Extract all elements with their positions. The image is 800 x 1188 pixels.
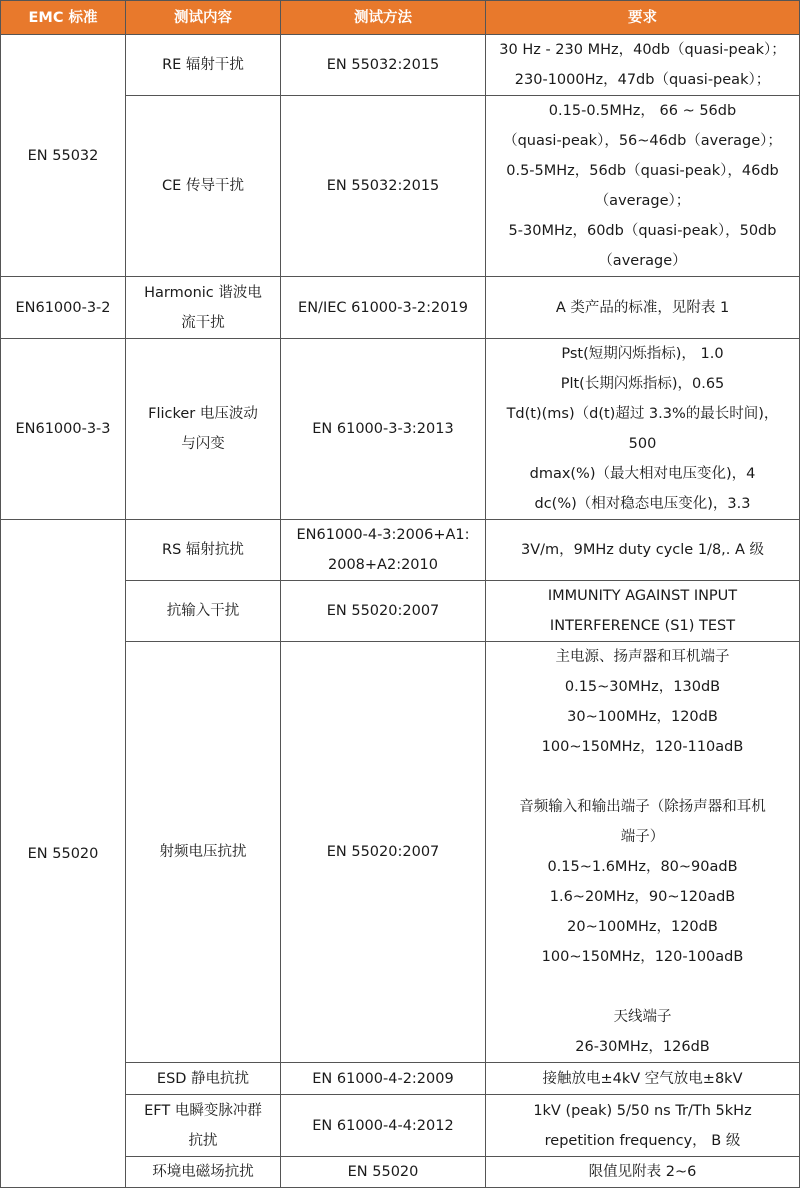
header-test-content: 测试内容 bbox=[126, 1, 281, 35]
requirement-line: 天线端子 bbox=[613, 1009, 672, 1025]
requirement-line: 230-1000Hz，47db（quasi-peak）； bbox=[514, 72, 771, 88]
table-row bbox=[1, 277, 800, 339]
requirement-cell bbox=[486, 339, 800, 520]
requirement-line: 30~100MHz，120dB bbox=[567, 709, 718, 725]
requirement-line: dc(%)（相对稳态电压变化)，3.3 bbox=[534, 496, 751, 512]
requirement-line: 0.15~1.6MHz，80~90adB bbox=[547, 859, 738, 875]
requirement-line: 100~150MHz，120-100adB bbox=[541, 949, 744, 965]
table-row bbox=[1, 520, 800, 581]
test-method-line: EN61000-4-3:2006+A1: bbox=[296, 527, 470, 543]
table-row bbox=[1, 339, 800, 520]
requirement-line: 0.15~30MHz，130dB bbox=[564, 679, 721, 695]
test-method-line: EN 61000-4-4:2012 bbox=[312, 1117, 454, 1134]
test-content-line: 流干扰 bbox=[181, 314, 225, 331]
test-method-line: EN 55032:2015 bbox=[326, 57, 440, 73]
test-content-cell bbox=[126, 1095, 281, 1157]
requirement-line: 100~150MHz，120-110adB bbox=[541, 739, 744, 755]
requirement-line: 1.6~20MHz，90~120adB bbox=[549, 889, 736, 905]
requirement-line: A 类产品的标准，见附表 1 bbox=[555, 299, 730, 316]
test-content-cell bbox=[126, 520, 281, 581]
test-method-cell bbox=[281, 642, 486, 1063]
requirement-line: INTERFERENCE (S1) TEST bbox=[549, 618, 736, 634]
test-content-line: RE 辐射干扰 bbox=[162, 57, 244, 73]
test-content-cell bbox=[126, 96, 281, 277]
requirement-line: 500 bbox=[628, 436, 657, 452]
emc-standard-cell: EN 55020 bbox=[1, 520, 126, 1188]
test-method-cell bbox=[281, 1095, 486, 1157]
emc-standard-cell: EN61000-3-3 bbox=[1, 339, 126, 520]
test-method-cell bbox=[281, 581, 486, 642]
requirement-line: repetition frequency， B 级 bbox=[544, 1132, 741, 1149]
test-content-cell bbox=[126, 642, 281, 1063]
requirement-line: 0.5-5MHz，56db（quasi-peak），46db bbox=[506, 163, 779, 179]
test-method-cell bbox=[281, 520, 486, 581]
requirement-line: IMMUNITY AGAINST INPUT bbox=[547, 588, 738, 604]
requirement-line: （quasi-peak），56~46db（average）； bbox=[503, 133, 782, 149]
requirement-line: dmax(%)（最大相对电压变化)，4 bbox=[529, 466, 756, 482]
test-method-line: EN 61000-3-3:2013 bbox=[312, 421, 454, 437]
test-content-line: ESD 静电抗扰 bbox=[156, 1070, 250, 1087]
test-content-line: 环境电磁场抗扰 bbox=[152, 1164, 254, 1180]
requirement-line: Td(t)(ms)（d(t)超过 3.3%的最长时间)， bbox=[506, 406, 779, 422]
header-row bbox=[1, 1, 800, 35]
requirement-line: 0.15-0.5MHz， 66 ~ 56db bbox=[548, 103, 737, 119]
requirement-line: 限值见附表 2~6 bbox=[588, 1164, 697, 1180]
requirement-line: 20~100MHz，120dB bbox=[567, 919, 718, 935]
test-content-cell bbox=[126, 581, 281, 642]
test-content-line: EFT 电瞬变脉冲群 bbox=[144, 1102, 262, 1119]
blank-line bbox=[490, 972, 795, 1002]
requirement-line: 1kV (peak) 5/50 ns Tr/Th 5kHz bbox=[533, 1102, 752, 1119]
test-method-cell bbox=[281, 1063, 486, 1095]
table-body bbox=[1, 35, 800, 1188]
header-test-method: 测试方法 bbox=[281, 1, 486, 35]
test-method-cell bbox=[281, 35, 486, 96]
test-content-line: 抗扰 bbox=[188, 1132, 218, 1149]
test-content-line: 与闪变 bbox=[181, 436, 225, 452]
requirement-cell bbox=[486, 642, 800, 1063]
requirement-line: 主电源、扬声器和耳机端子 bbox=[555, 649, 730, 665]
blank-line bbox=[490, 762, 795, 792]
test-content-line: CE 传导干扰 bbox=[162, 178, 244, 194]
test-content-line: 射频电压抗扰 bbox=[159, 844, 247, 860]
test-content-line: Flicker 电压波动 bbox=[148, 406, 258, 422]
test-content-cell bbox=[126, 1063, 281, 1095]
test-method-line: EN 55020:2007 bbox=[326, 844, 440, 860]
requirement-cell bbox=[486, 1063, 800, 1095]
requirement-cell bbox=[486, 581, 800, 642]
requirement-line: （average） bbox=[598, 253, 687, 269]
emc-standard-cell: EN61000-3-2 bbox=[1, 277, 126, 339]
test-content-cell bbox=[126, 277, 281, 339]
requirement-line: Plt(长期闪烁指标)，0.65 bbox=[560, 376, 725, 392]
table-row bbox=[1, 35, 800, 96]
test-content-cell bbox=[126, 35, 281, 96]
requirement-cell bbox=[486, 1095, 800, 1157]
emc-standard-cell: EN 55032 bbox=[1, 35, 126, 277]
requirement-line: 音频输入和输出端子（除扬声器和耳机 bbox=[519, 799, 766, 815]
test-method-line: EN 55020:2007 bbox=[326, 603, 440, 619]
test-method-line: EN 61000-4-2:2009 bbox=[312, 1070, 454, 1087]
requirement-line: 26-30MHz，126dB bbox=[575, 1039, 710, 1055]
requirement-line: 接触放电±4kV 空气放电±8kV bbox=[542, 1070, 743, 1087]
requirement-cell bbox=[486, 96, 800, 277]
requirement-line: 5-30MHz，60db（quasi-peak），50db bbox=[508, 223, 777, 239]
test-content-line: Harmonic 谐波电 bbox=[144, 284, 262, 301]
test-method-line: EN 55032:2015 bbox=[326, 178, 440, 194]
requirement-cell bbox=[486, 277, 800, 339]
header-requirement: 要求 bbox=[486, 1, 800, 35]
test-method-line: 2008+A2:2010 bbox=[328, 557, 438, 573]
test-content-line: 抗输入干扰 bbox=[166, 603, 240, 619]
test-method-line: EN 55020 bbox=[347, 1164, 419, 1180]
requirement-line: （average）； bbox=[594, 193, 691, 209]
header-emc-standard: EMC 标准 bbox=[1, 1, 126, 35]
test-content-line: RS 辐射抗扰 bbox=[162, 542, 244, 558]
requirement-cell bbox=[486, 35, 800, 96]
requirement-line: 端子） bbox=[620, 829, 665, 845]
test-method-cell bbox=[281, 96, 486, 277]
requirement-cell bbox=[486, 520, 800, 581]
test-method-line: EN/IEC 61000-3-2:2019 bbox=[298, 299, 468, 316]
test-method-cell bbox=[281, 339, 486, 520]
requirement-line: 3V/m，9MHz duty cycle 1/8,. A 级 bbox=[520, 542, 765, 558]
requirement-line: Pst(短期闪烁指标)， 1.0 bbox=[561, 346, 724, 362]
test-method-cell bbox=[281, 277, 486, 339]
requirement-line: 30 Hz - 230 MHz，40db（quasi-peak）； bbox=[499, 42, 786, 58]
test-content-cell bbox=[126, 339, 281, 520]
